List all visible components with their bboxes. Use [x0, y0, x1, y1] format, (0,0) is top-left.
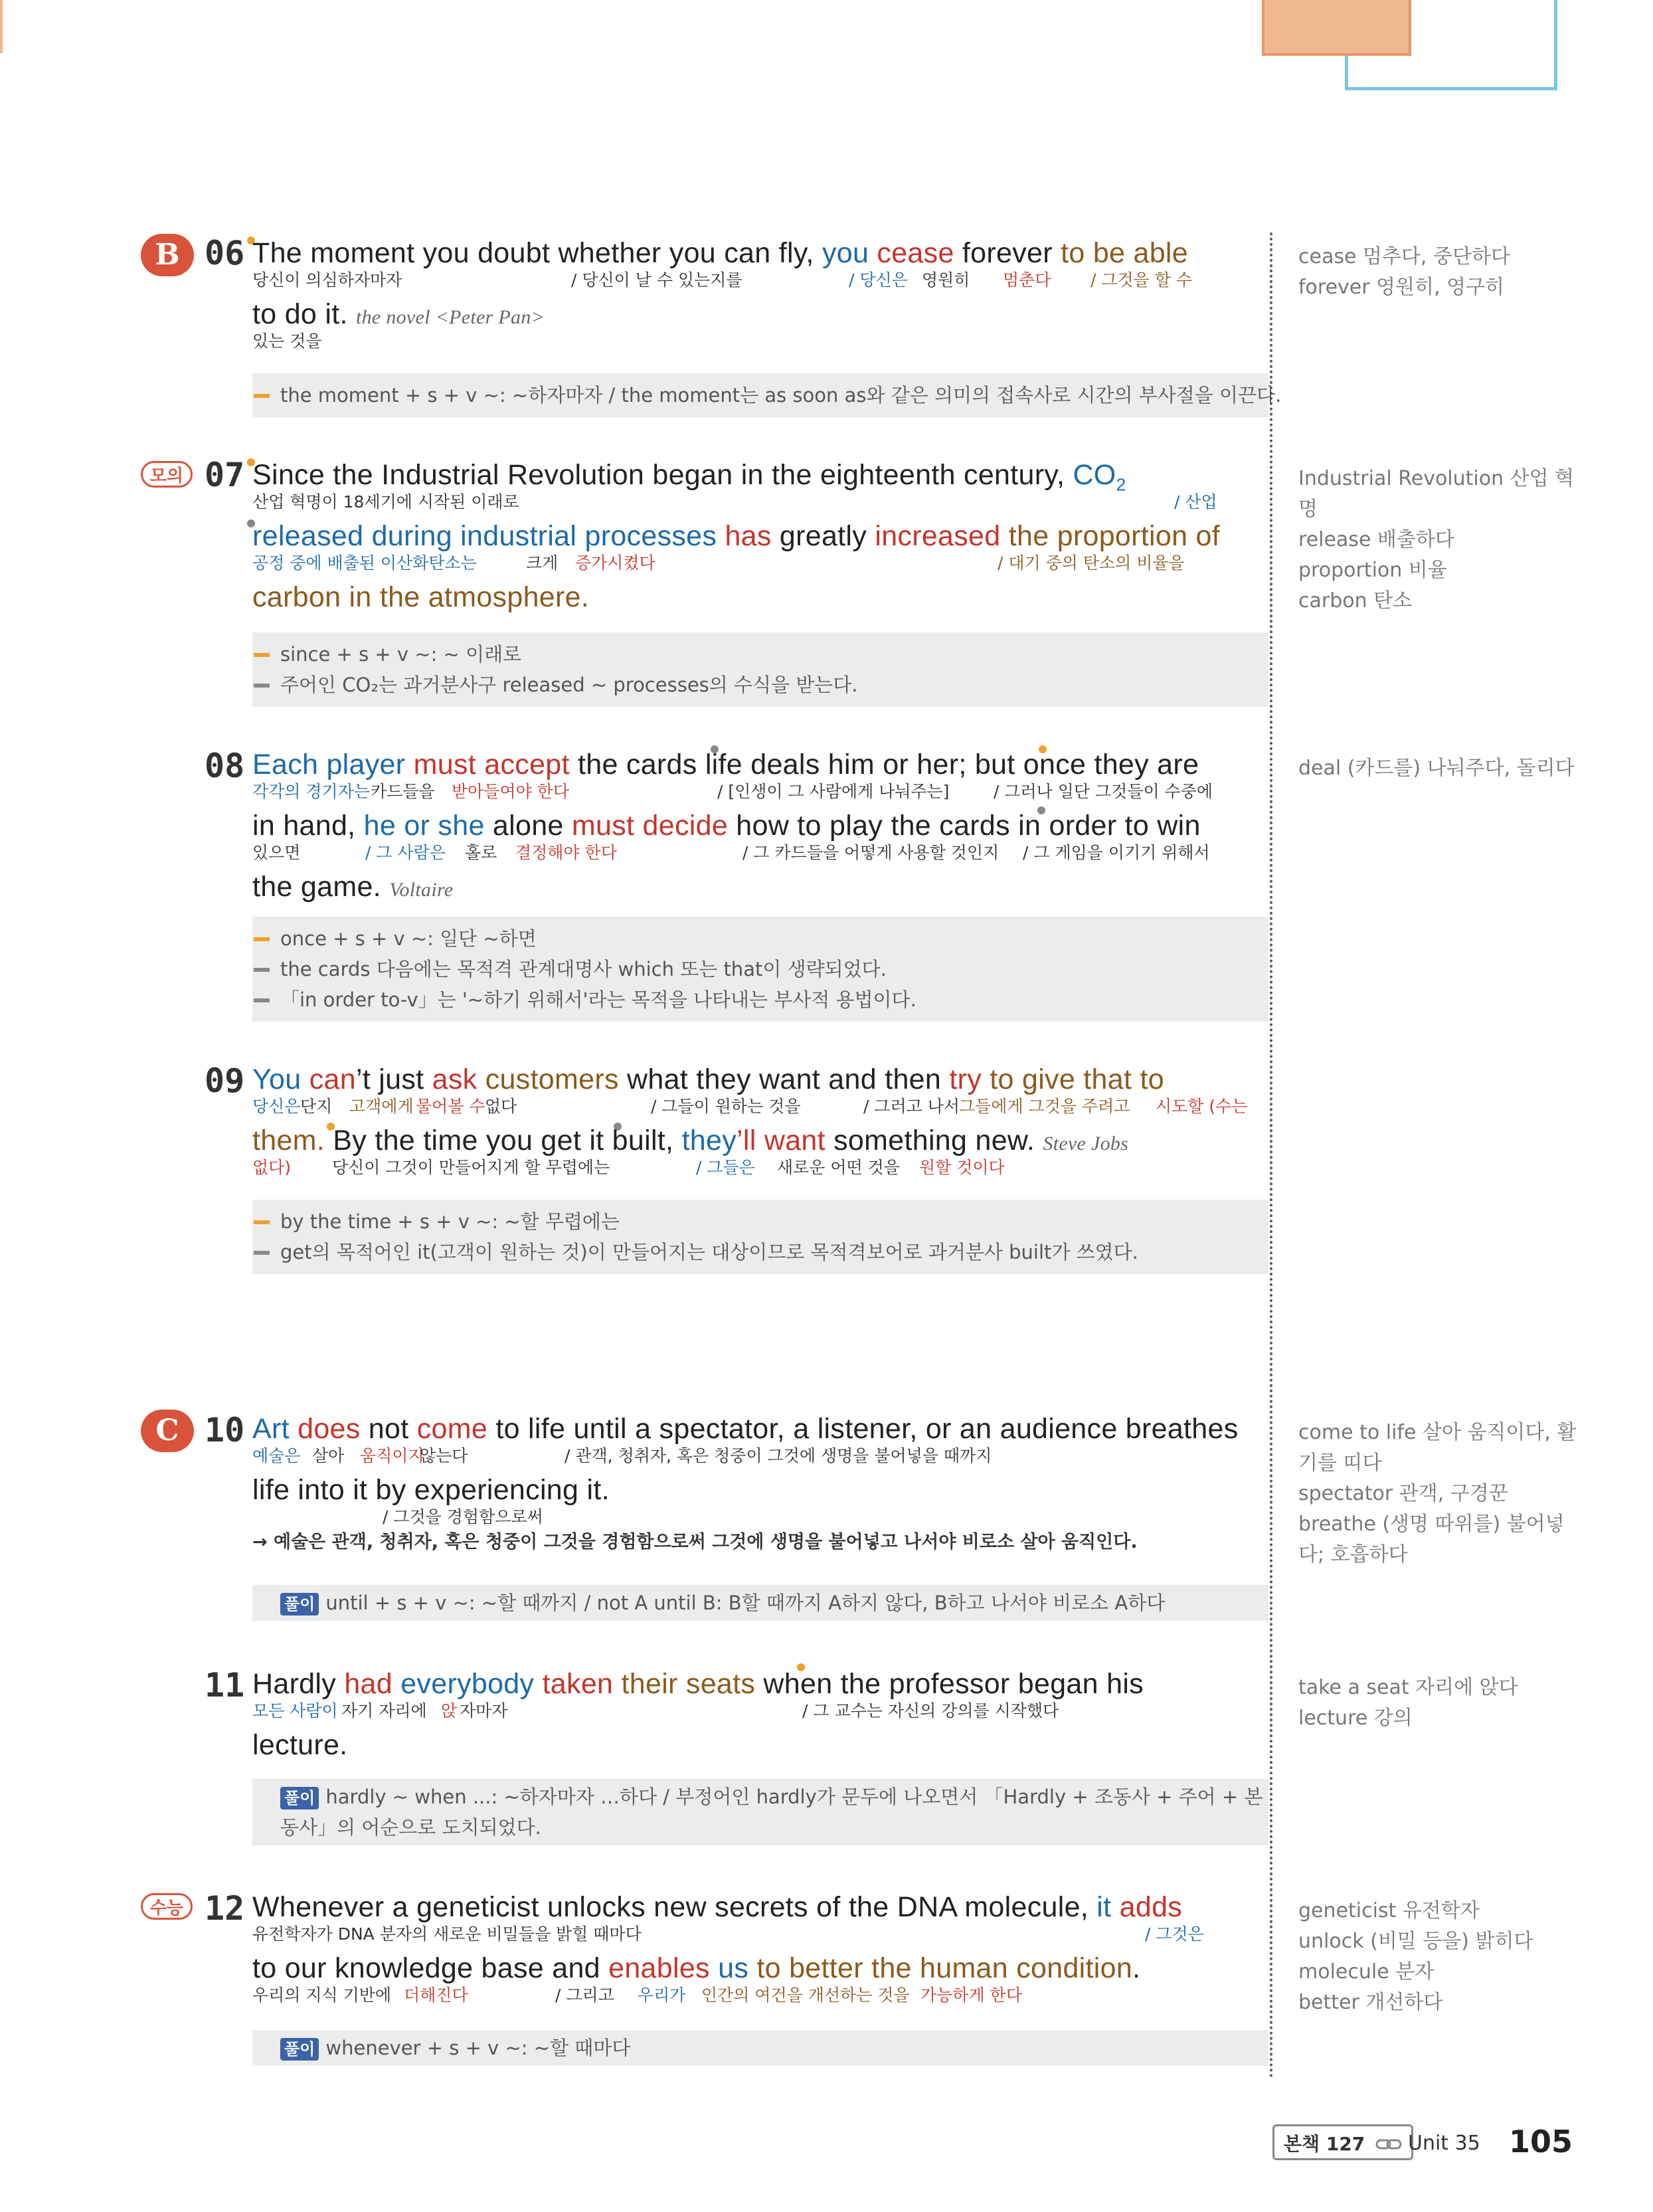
sentence-number: 08: [205, 747, 245, 785]
edge-mark: [0, 0, 3, 53]
english-line: Hardly had everybody taken their seats when the professor began his: [252, 1668, 1144, 1700]
sentence-11: Hardly had everybody taken their seats when the professor began his 모든 사람이 자기 자리에 앉 자마자 / 그 교수는 자신의 강의를 시작했다 lecture.: [252, 1668, 1144, 1761]
section-badge-c: C: [141, 1410, 194, 1452]
explanation-label: 풀이: [280, 1787, 319, 1809]
sentence-08: Each player must accept the cards life deals him or her; but once they are 각각의 경기자는 카드들을 받아들여야 한다 / [인생이 그 사람에게 나눠주는] / 그러나 일단 그것들이 수중에 in hand, he or she alone must decide how to play the cards in order to win 있으면 / 그 사람은 홀로 결정해야 한다 / 그 카드들을 어떻게 사용할 것인지 / 그 게임을 이기기 위해서 the game. Voltaire: [252, 748, 1229, 931]
section-badge-b: B: [141, 234, 194, 276]
grammar-note: since + s + v ~: ~ 이래로 주어인 CO₂는 과거분사구 released ~ processes의 수식을 받는다.: [252, 632, 1268, 707]
english-line: Since the Industrial Revolution began in the eighteenth century, $CO_2$: [252, 459, 1126, 495]
source-credit: Voltaire: [389, 879, 454, 901]
sentence-number: 09: [205, 1061, 245, 1100]
english-line: in hand, he or she alone must decide how to play the cards in order to win: [252, 810, 1201, 842]
english-line: carbon in the atmosphere.: [252, 581, 590, 613]
english-line: the game. Voltaire: [252, 871, 454, 903]
english-line: to do it. the novel <Peter Pan>: [252, 298, 545, 330]
english-line: lecture.: [252, 1729, 348, 1761]
english-line: Whenever a geneticist unlocks new secrets of the DNA molecule, it adds: [252, 1891, 1183, 1923]
vocab-list: deal (카드를) 나눠주다, 돌리다: [1298, 757, 1575, 780]
sentence-09: You can’t just ask customers what they want and then try to give that to 당신은 단지 고객에게 물어볼 수 없다 / 그들이 원하는 것을 / 그러고 나서 그들에게 그것을 주려고 시도할 (수는 them. By the time you get it built, they’ll want something new. Steve Jobs 없다) 당신이 그것이 만들어지게 할 무렵에는 / 그들은 새로운 어떤 것을 원할 것이다: [252, 1063, 1248, 1177]
vocab-list: geneticist 유전학자 unlock (비밀 등을) 밝히다 molecule 분자 better 개선하다: [1298, 1899, 1533, 2014]
translation: → 예술은 관객, 청취자, 혹은 청중이 그것을 경험함으로써 그것에 생명을 불어넣고 나서야 비로소 살아 움직인다.: [252, 1532, 1138, 1552]
source-credit: Steve Jobs: [1043, 1133, 1129, 1154]
source-credit: the novel <Peter Pan>: [355, 306, 545, 328]
sentence-number: 12: [205, 1889, 245, 1928]
grammar-note: the moment + s + v ~: ~하자마자 / the moment는 as soon as와 같은 의미의 접속사로 시간의 부사절을 이끈다.: [252, 373, 1268, 417]
grammar-note: once + s + v ~: 일단 ~하면 the cards 다음에는 목적격 관계대명사 which 또는 that이 생략되었다. 「in order to-v」는 '~하기 위해서'라는 목적을 나타내는 부사적 용법이다.: [252, 917, 1268, 1022]
english-line: released during industrial processes has greatly increased the proportion of: [252, 520, 1221, 552]
vocab-list: come to life 살아 움직이다, 활기를 띠다 spectator 관객, 구경꾼 breathe (생명 따위를) 불어넣다; 호흡하다: [1298, 1421, 1577, 1566]
page-number: 105: [1509, 2124, 1573, 2160]
english-line: You can’t just ask customers what they want and then try to give that to: [252, 1063, 1164, 1095]
sentence-06: The moment you doubt whether you can fly, you cease forever to be able 당신이 의심하자마자 / 당신이 날 수 있는지를 / 당신은 영원히 멈춘다 / 그것을 할 수 to do it. the novel <Peter Pan> 있는 것을: [252, 237, 1193, 351]
grammar-note: 풀이 hardly ~ when ...: ~하자마자 …하다 / 부정어인 hardly가 문두에 나오면서 「Hardly + 조동사 + 주어 + 본 동사」의 어순으로 도치되었다.: [252, 1779, 1268, 1845]
grammar-note: by the time + s + v ~: ~할 무렵에는 get의 목적어인 it(고객이 원하는 것)이 만들어지는 대상이므로 목적격보어로 과거분사 built가 쓰였다.: [252, 1200, 1268, 1274]
vocab-list: Industrial Revolution 산업 혁명 release 배출하다 proportion 비율 carbon 탄소: [1298, 467, 1575, 612]
english-line: Art does not come to life until a spectator, a listener, or an audience breathes: [252, 1413, 1239, 1445]
sentence-number: 10: [205, 1411, 245, 1449]
english-line: to our knowledge base and enables us to better the human condition.: [252, 1952, 1141, 1984]
sentence-number: 07: [205, 456, 245, 494]
exam-tag-csat: 수능: [141, 1893, 193, 1920]
link-icon: [1375, 2127, 1402, 2163]
sentence-10: Art does not come to life until a spectator, a listener, or an audience breathes 예술은 살아 움직이지 않는다 / 관객, 청취자, 혹은 청중이 그것에 생명을 불어넣을 때까지 life into it by experiencing it. / 그것을 경험함으로써 → 예술은 관객, 청취자, 혹은 청중이 그것을 경험함으로써 그것에 생명을 불어넣고 나서야 비로소 살아 움직인다.: [252, 1413, 1239, 1552]
exam-tag-mock: 모의: [141, 461, 193, 488]
sentence-number: 11: [205, 1666, 245, 1705]
vocab-list: take a seat 자리에 앉다 lecture 강의: [1298, 1676, 1518, 1730]
english-line: Each player must accept the cards life deals him or her; but once they are: [252, 749, 1199, 781]
english-line: life into it by experiencing it.: [252, 1474, 610, 1506]
column-divider: [1270, 232, 1272, 2079]
unit-label: Unit 35: [1408, 2132, 1480, 2155]
sentence-12: Whenever a geneticist unlocks new secrets of the DNA molecule, it adds 유전학자가 DNA 분자의 새로운 비밀들을 밝힐 때마다 / 그것은 to our knowledge base and enables us to better the human condition. 우리의 지식 기반에 더해진다 / 그리고 우리가 인간의 여건을 개선하는 것을 가능하게 한다: [252, 1891, 1204, 2005]
decor-orange-block: [1262, 0, 1411, 56]
sentence-number: 06: [205, 234, 245, 272]
sentence-07: Since the Industrial Revolution began in the eighteenth century, $CO_2$ 산업 혁명이 18세기에 시작된 이래로 / 산업 released during industrial processes has greatly increased the proportion of 공정 중에 배출된 이산화탄소는 크게 증가시켰다 / 대기 중의 탄소의 비율을 carbon in the atmosphere.: [252, 459, 1221, 613]
grammar-note: 풀이 whenever + s + v ~: ~할 때마다: [252, 2030, 1268, 2066]
grammar-note: 풀이 until + s + v ~: ~할 때까지 / not A until B: B할 때까지 A하지 않다, B하고 나서야 비로소 A하다: [252, 1585, 1268, 1621]
book-reference[interactable]: 본책 127: [1272, 2124, 1413, 2160]
vocab-list: cease 멈추다, 중단하다 forever 영원히, 영구히: [1298, 245, 1510, 299]
english-line: The moment you doubt whether you can fly, you cease forever to be able: [252, 237, 1188, 269]
explanation-label: 풀이: [280, 2038, 319, 2061]
english-line: them. By the time you get it built, they’ll want something new. Steve Jobs: [252, 1125, 1129, 1156]
explanation-label: 풀이: [280, 1593, 319, 1615]
